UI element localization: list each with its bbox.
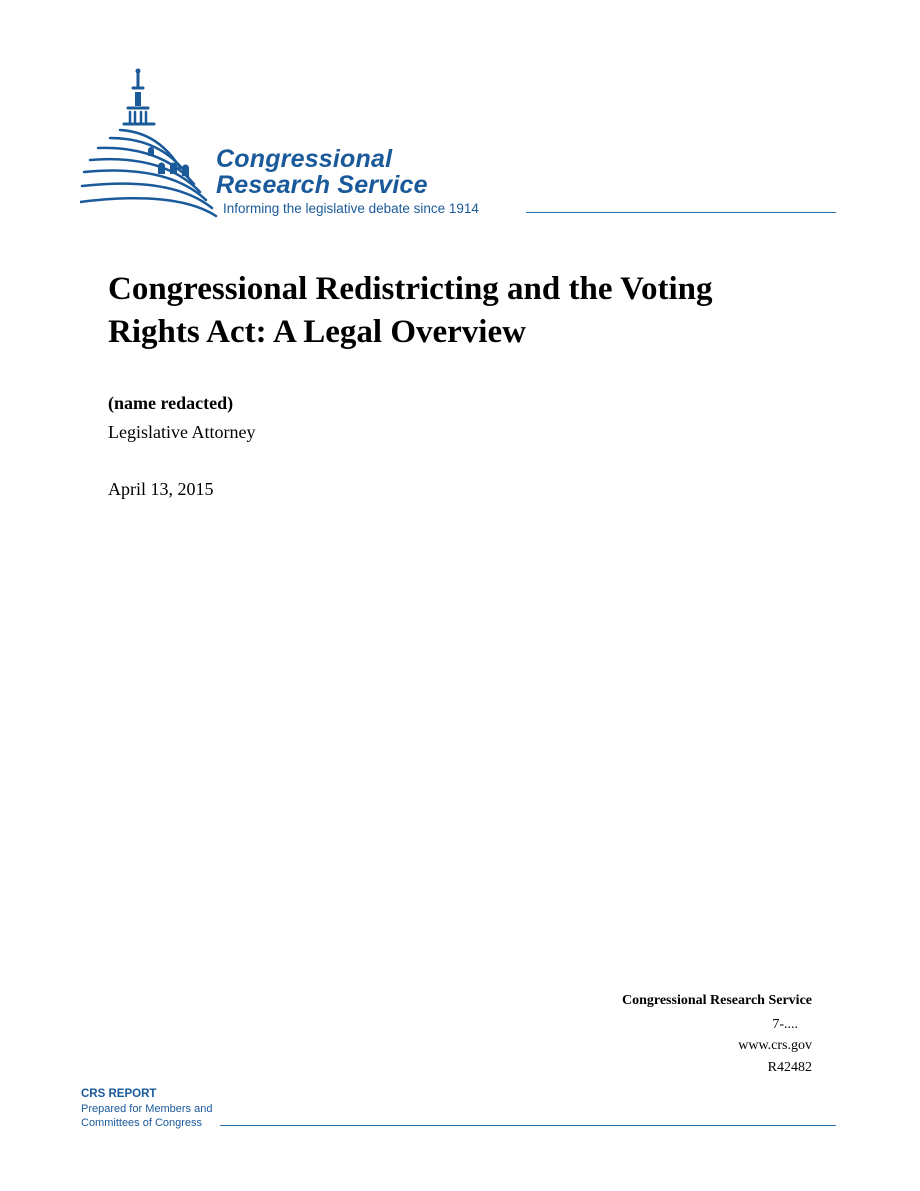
brand-tagline: Informing the legislative debate since 1914 xyxy=(223,201,479,216)
publisher-website: www.crs.gov xyxy=(738,1038,812,1053)
footer-label: CRS REPORT xyxy=(81,1088,157,1100)
report-title: Congressional Redistricting and the Voting Rights Act: A Legal Overview xyxy=(108,271,713,350)
footer-line1: Prepared for Members and xyxy=(81,1103,213,1115)
publisher-phone: 7-.... xyxy=(772,1017,798,1032)
header-divider xyxy=(526,212,836,213)
footer-divider xyxy=(220,1125,836,1126)
report-date: April 13, 2015 xyxy=(108,479,214,499)
author-name: (name redacted) xyxy=(108,393,234,413)
footer-line2: Committees of Congress xyxy=(81,1117,203,1129)
publisher-info xyxy=(622,991,812,1079)
brand-name-line2: Research Service xyxy=(216,171,428,199)
author-role: Legislative Attorney xyxy=(108,422,256,442)
publisher-name: Congressional Research Service xyxy=(621,993,812,1008)
report-number: R42482 xyxy=(767,1060,812,1075)
brand-name-line1: Congressional xyxy=(216,145,393,173)
